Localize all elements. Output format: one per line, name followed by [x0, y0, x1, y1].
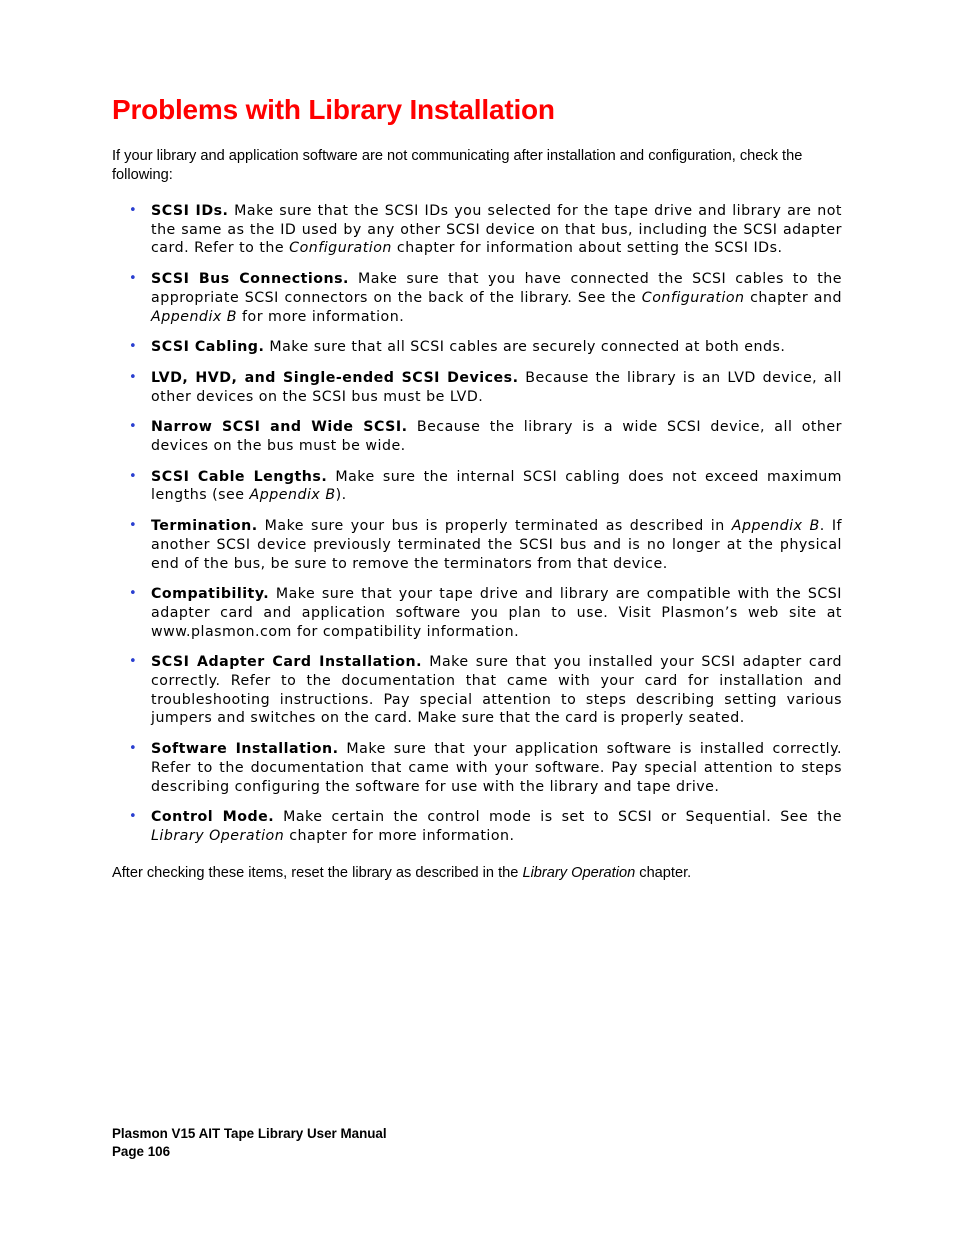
item-text-italic: Appendix B: [151, 308, 238, 325]
page-footer: [112, 1125, 387, 1161]
checklist-item: [112, 653, 842, 728]
item-text: Make certain the control mode is set to SCSI or Sequential. See the: [274, 809, 842, 826]
checklist: [112, 202, 842, 858]
item-text: Make sure that your application software is installed correctly. Refer to the documentation that came with your software. Pay special attention to steps describing configuring the software for use with the library and tape drive.: [151, 741, 842, 795]
checklist-item: [112, 808, 842, 845]
item-text: chapter and: [744, 289, 842, 306]
bullet-icon: •: [129, 369, 138, 385]
page-title: Problems with Library Installation: [112, 94, 555, 125]
item-text: . If another SCSI device previously terminated the SCSI bus and is no longer at the physical end of the bus, be sure to remove the terminators from that device.: [151, 518, 842, 572]
item-text: ).: [335, 487, 347, 504]
item-label: SCSI Cable Lengths.: [151, 468, 328, 485]
item-text: Because the library is an LVD device, all other devices on the SCSI bus must be LVD.: [151, 369, 842, 405]
manual-title: Plasmon V15 AIT Tape Library User Manual: [112, 1126, 387, 1141]
checklist-item: [112, 517, 842, 573]
checklist-item: [112, 202, 842, 258]
item-text: Make sure the internal SCSI cabling does not exceed maximum lengths (see: [151, 468, 843, 504]
closing-text: chapter.: [635, 865, 692, 881]
checklist-item: [112, 740, 842, 796]
bullet-icon: •: [129, 741, 138, 757]
item-label: SCSI Cabling.: [151, 339, 265, 356]
item-text: Make sure your bus is properly terminated as described in: [257, 518, 732, 535]
item-label: Control Mode.: [151, 809, 275, 826]
item-text: Make sure that the SCSI IDs you selected for the tape drive and library are not the same as the ID used by any other SCSI device on that bus, including the SCSI adapter card. Refer to the: [151, 203, 842, 257]
item-text: chapter for information about setting the SCSI IDs.: [391, 240, 783, 257]
item-label: Software Installation.: [151, 741, 339, 758]
item-text: Make sure that you installed your SCSI adapter card correctly. Refer to the documentation that came with your card for installation and troubleshooting instructions. Pay special attention to steps describing setting various jumpers and switches on the card. Make sure that the card is properly seated.: [151, 654, 842, 727]
item-text: Make sure that you have connected the SCSI cables to the appropriate SCSI connectors on the back of the library. See the: [151, 271, 842, 306]
item-label: SCSI IDs.: [151, 203, 229, 219]
checklist-item: [112, 418, 842, 455]
item-label: Narrow SCSI and Wide SCSI.: [151, 419, 408, 436]
item-text-italic: Configuration: [641, 289, 745, 306]
item-text-italic: Appendix B: [249, 487, 336, 504]
item-text: for more information.: [237, 308, 405, 325]
closing-text-italic: Library Operation: [522, 865, 636, 881]
bullet-icon: •: [129, 809, 138, 825]
bullet-icon: •: [129, 586, 138, 602]
checklist-item: [112, 468, 842, 505]
bullet-icon: •: [129, 419, 138, 435]
item-text: Because the library is a wide SCSI device, all other devices on the bus must be wide.: [151, 419, 842, 455]
checklist-item: [112, 270, 842, 326]
checklist-item: [112, 369, 842, 406]
item-label: LVD, HVD, and Single-ended SCSI Devices.: [151, 369, 519, 386]
item-label: SCSI Bus Connections.: [151, 271, 349, 288]
closing-paragraph: [112, 864, 844, 883]
item-label: SCSI Adapter Card Installation.: [151, 654, 423, 671]
closing-text: After checking these items, reset the library as described in the: [112, 865, 523, 881]
item-label: Termination.: [151, 518, 258, 535]
bullet-icon: •: [129, 654, 138, 670]
bullet-icon: •: [129, 271, 138, 287]
bullet-icon: •: [129, 339, 138, 355]
checklist-item: [112, 338, 842, 357]
intro-paragraph: If your library and application software are not communicating after installation and configuration, check the following:: [112, 148, 803, 183]
bullet-icon: •: [129, 203, 138, 218]
item-text: chapter for more information.: [284, 827, 515, 844]
item-text-italic: Appendix B: [731, 518, 820, 535]
item-text-italic: Library Operation: [151, 827, 285, 844]
checklist-item: [112, 585, 842, 641]
item-text: Make sure that all SCSI cables are securely connected at both ends.: [264, 339, 786, 356]
page-number: Page 106: [112, 1144, 171, 1159]
item-label: Compatibility.: [151, 586, 270, 603]
bullet-icon: •: [129, 518, 138, 534]
item-text-italic: Configuration: [289, 240, 392, 257]
bullet-icon: •: [129, 468, 138, 484]
item-text: Make sure that your tape drive and library are compatible with the SCSI adapter card and application software you plan to use. Visit Plasmon’s web site at www.plasmon.com for compatibility information.: [151, 586, 842, 640]
